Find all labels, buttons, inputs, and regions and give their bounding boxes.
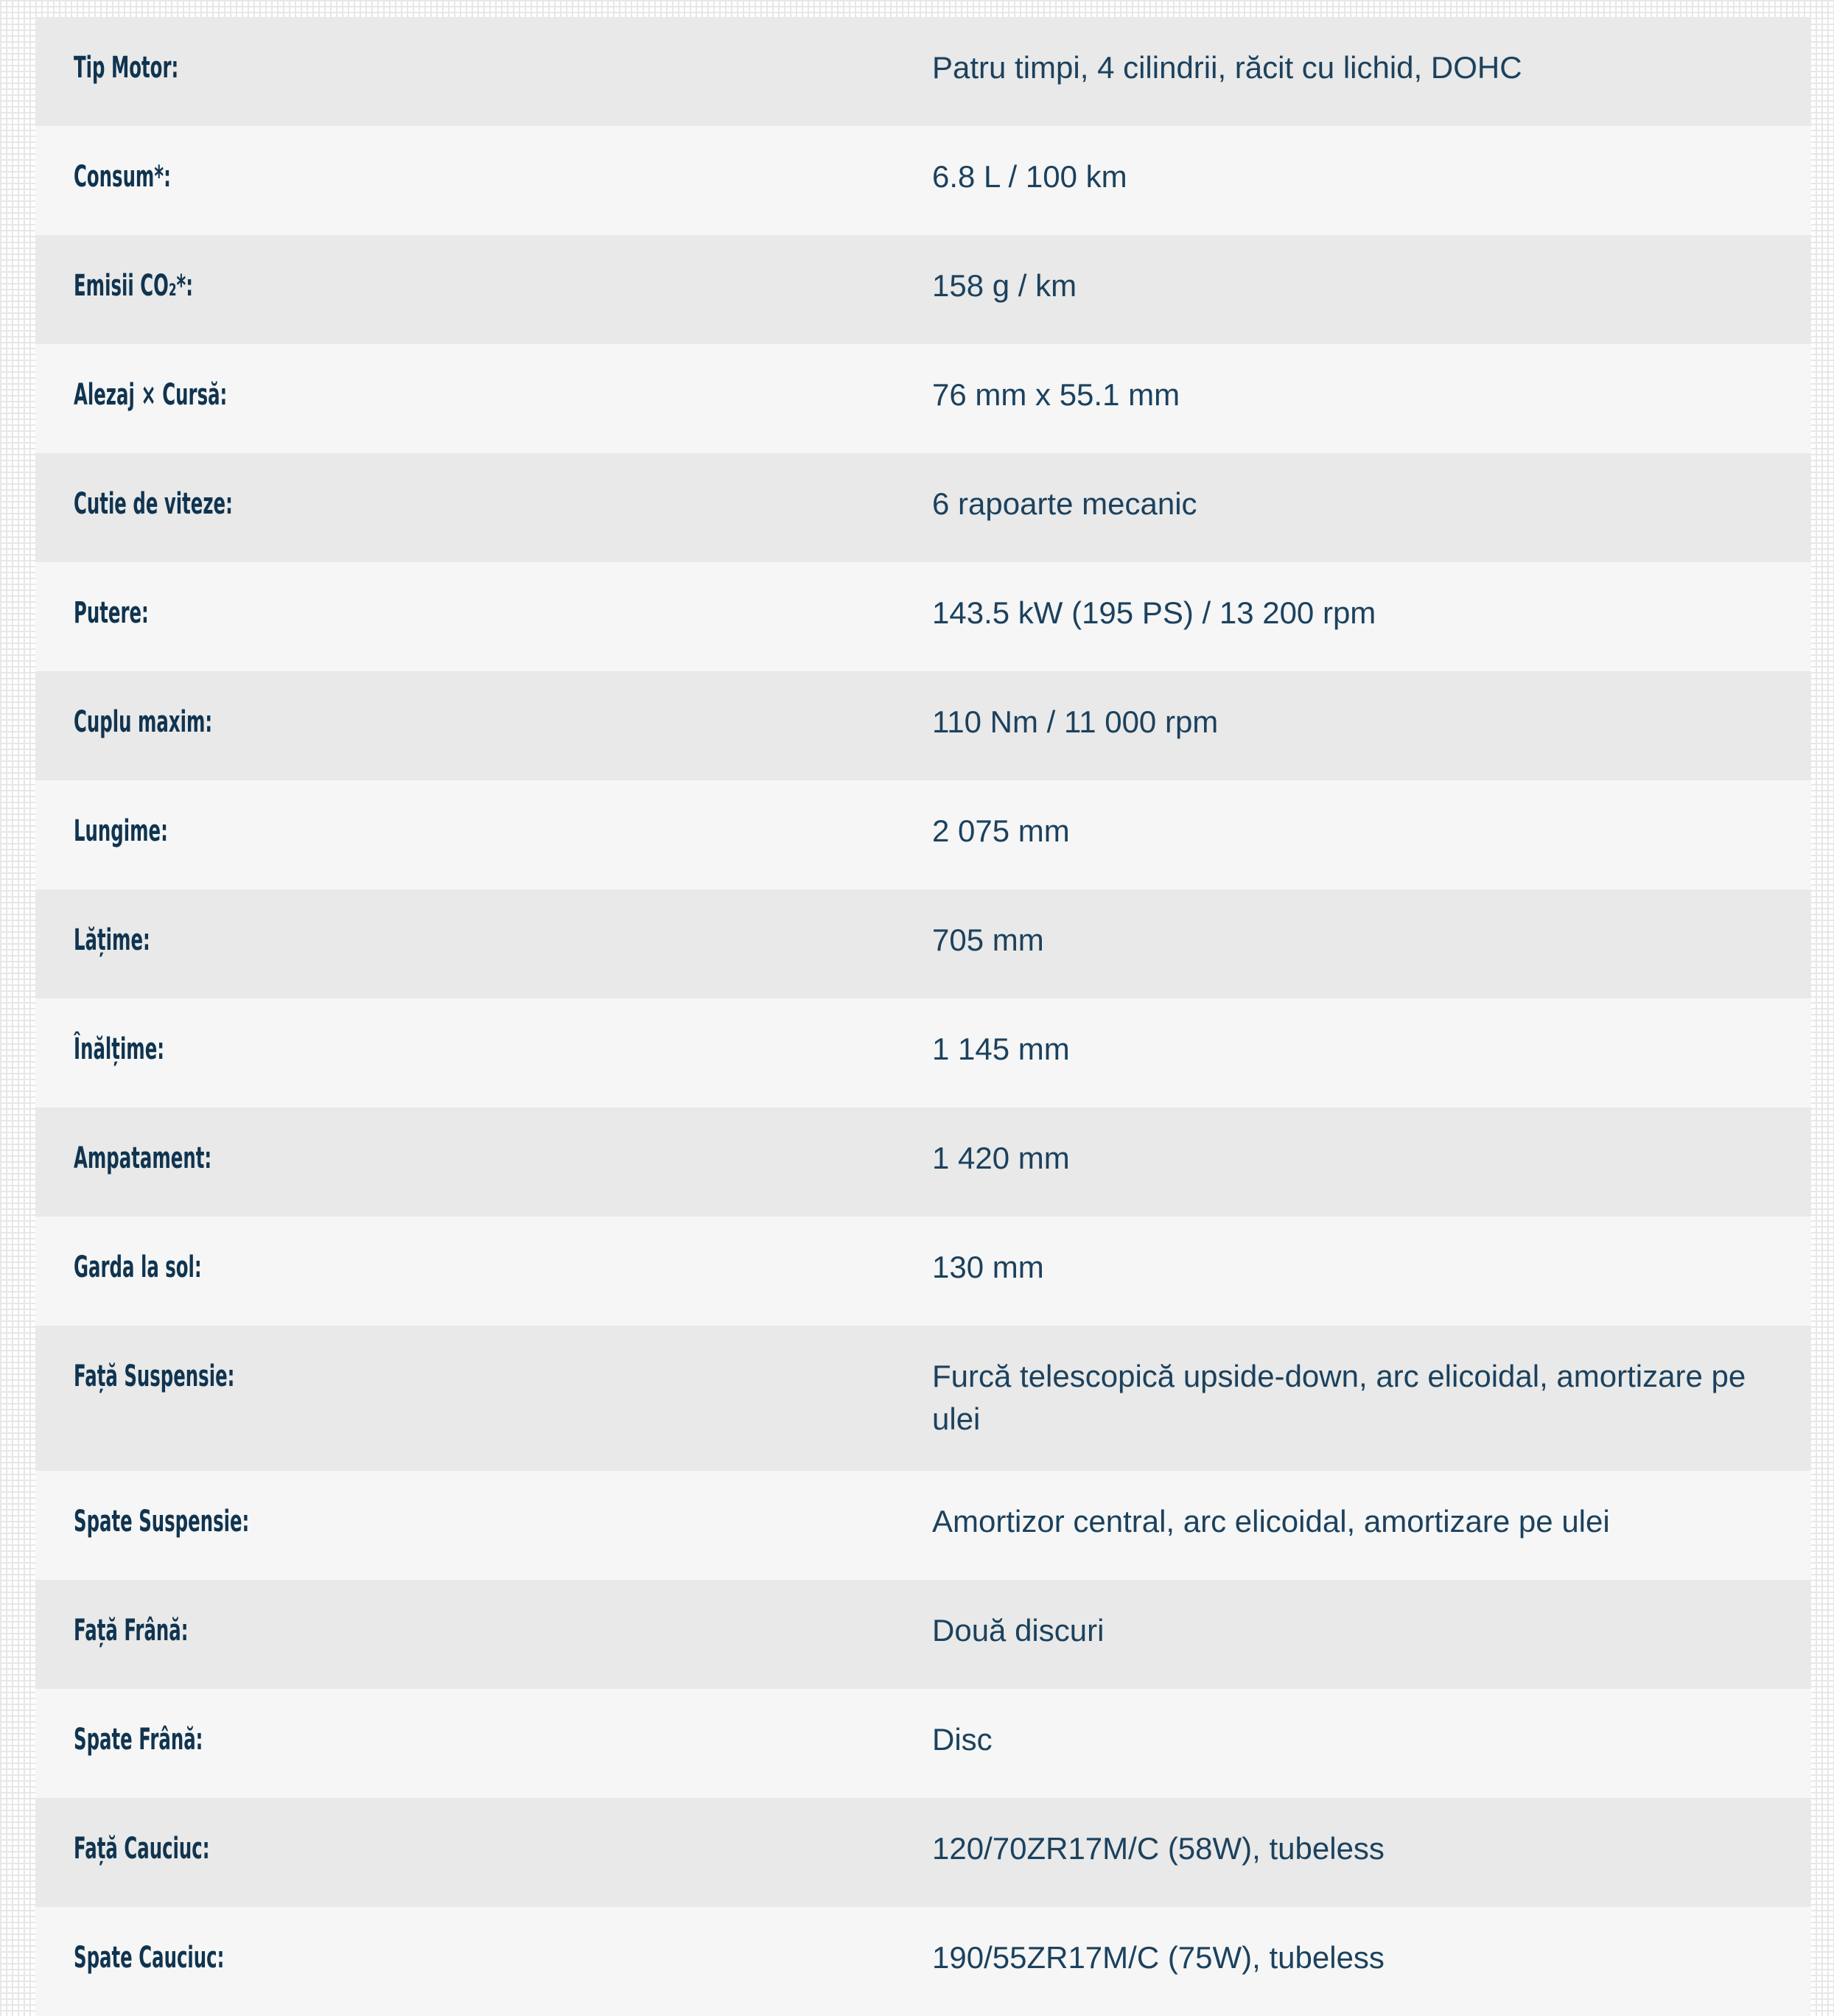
spec-value: 110 Nm / 11 000 rpm [932,704,1219,739]
spec-value: 158 g / km [932,268,1077,303]
spec-label [74,265,932,314]
spec-label [74,1246,932,1295]
spec-label-text: Față Cauciuc: [74,1832,210,1866]
spec-label-text: Spate Cauciuc: [74,1941,225,1975]
spec-row-lungime [35,780,1811,889]
spec-value: 1 420 mm [932,1141,1070,1175]
spec-row-spate-suspensie [35,1471,1811,1580]
spec-label-text: Cuplu maxim: [74,705,213,739]
spec-label-text: Spate Frână: [74,1723,203,1757]
spec-label-text: Înălțime: [74,1032,165,1066]
spec-label-text: Consum*: [74,160,171,194]
spec-value: 143.5 kW (195 PS) / 13 200 rpm [932,595,1376,630]
spec-label-text: Putere: [74,596,149,630]
spec-label [74,1936,932,1986]
spec-value: Amortizor central, arc elicoidal, amortizare pe ulei [932,1504,1610,1539]
spec-label [74,1609,932,1659]
spec-row-cutie-viteze [35,453,1811,562]
spec-row-inaltime [35,998,1811,1107]
spec-row-garda-la-sol [35,1217,1811,1326]
spec-label [74,483,932,532]
specs-table [35,17,1811,2016]
spec-row-alezaj-cursa [35,344,1811,453]
spec-value: 130 mm [932,1250,1044,1284]
spec-row-cuplu-maxim [35,671,1811,780]
spec-label [74,1500,932,1550]
spec-label-text: Tip Motor: [74,51,179,85]
spec-label-text: Față Frână: [74,1614,189,1648]
spec-value: 6.8 L / 100 km [932,159,1127,194]
spec-value: 2 075 mm [932,813,1070,848]
spec-label [74,1827,932,1877]
spec-label [74,374,932,423]
spec-label-text: Garda la sol: [74,1250,202,1284]
spec-label [74,1718,932,1768]
spec-row-consum [35,126,1811,235]
spec-label [74,1137,932,1186]
spec-value: Disc [932,1722,993,1757]
spec-row-putere [35,562,1811,671]
spec-row-latime [35,889,1811,998]
spec-row-fata-cauciuc [35,1798,1811,1907]
spec-label-text: Față Suspensie: [74,1359,235,1393]
spec-label [74,155,932,205]
spec-label-text: Lungime: [74,814,168,848]
spec-row-emisii-co2 [35,235,1811,344]
spec-value: 705 mm [932,923,1044,957]
spec-label [74,810,932,859]
spec-label [74,919,932,968]
spec-label-text: Spate Suspensie: [74,1505,250,1539]
spec-value: 6 rapoarte mecanic [932,486,1197,521]
spec-value: 190/55ZR17M/C (75W), tubeless [932,1940,1385,1975]
spec-label-text: Cutie de viteze: [74,487,233,521]
spec-value: 120/70ZR17M/C (58W), tubeless [932,1831,1385,1866]
spec-label-text: Lățime: [74,923,150,957]
spec-row-spate-cauciuc [35,1907,1811,2016]
spec-label-text: Emisii CO₂*: [74,269,194,303]
spec-row-fata-frana [35,1580,1811,1689]
spec-label-text: Ampatament: [74,1141,212,1175]
spec-label [74,701,932,750]
spec-label-text: Alezaj × Cursă: [74,378,228,412]
spec-row-tip-motor [35,17,1811,126]
spec-label [74,592,932,641]
spec-label [74,1355,932,1404]
spec-row-ampatament [35,1107,1811,1217]
spec-row-fata-suspensie [35,1326,1811,1471]
spec-label [74,1028,932,1077]
spec-value: 76 mm x 55.1 mm [932,377,1180,412]
spec-value: Furcă telescopică upside-down, arc elicoidal, amortizare pe ulei [932,1359,1746,1436]
spec-value: Două discuri [932,1613,1105,1648]
spec-value: 1 145 mm [932,1032,1070,1066]
spec-row-spate-frana [35,1689,1811,1798]
spec-label [74,46,932,96]
spec-value: Patru timpi, 4 cilindrii, răcit cu lichid, DOHC [932,50,1522,85]
